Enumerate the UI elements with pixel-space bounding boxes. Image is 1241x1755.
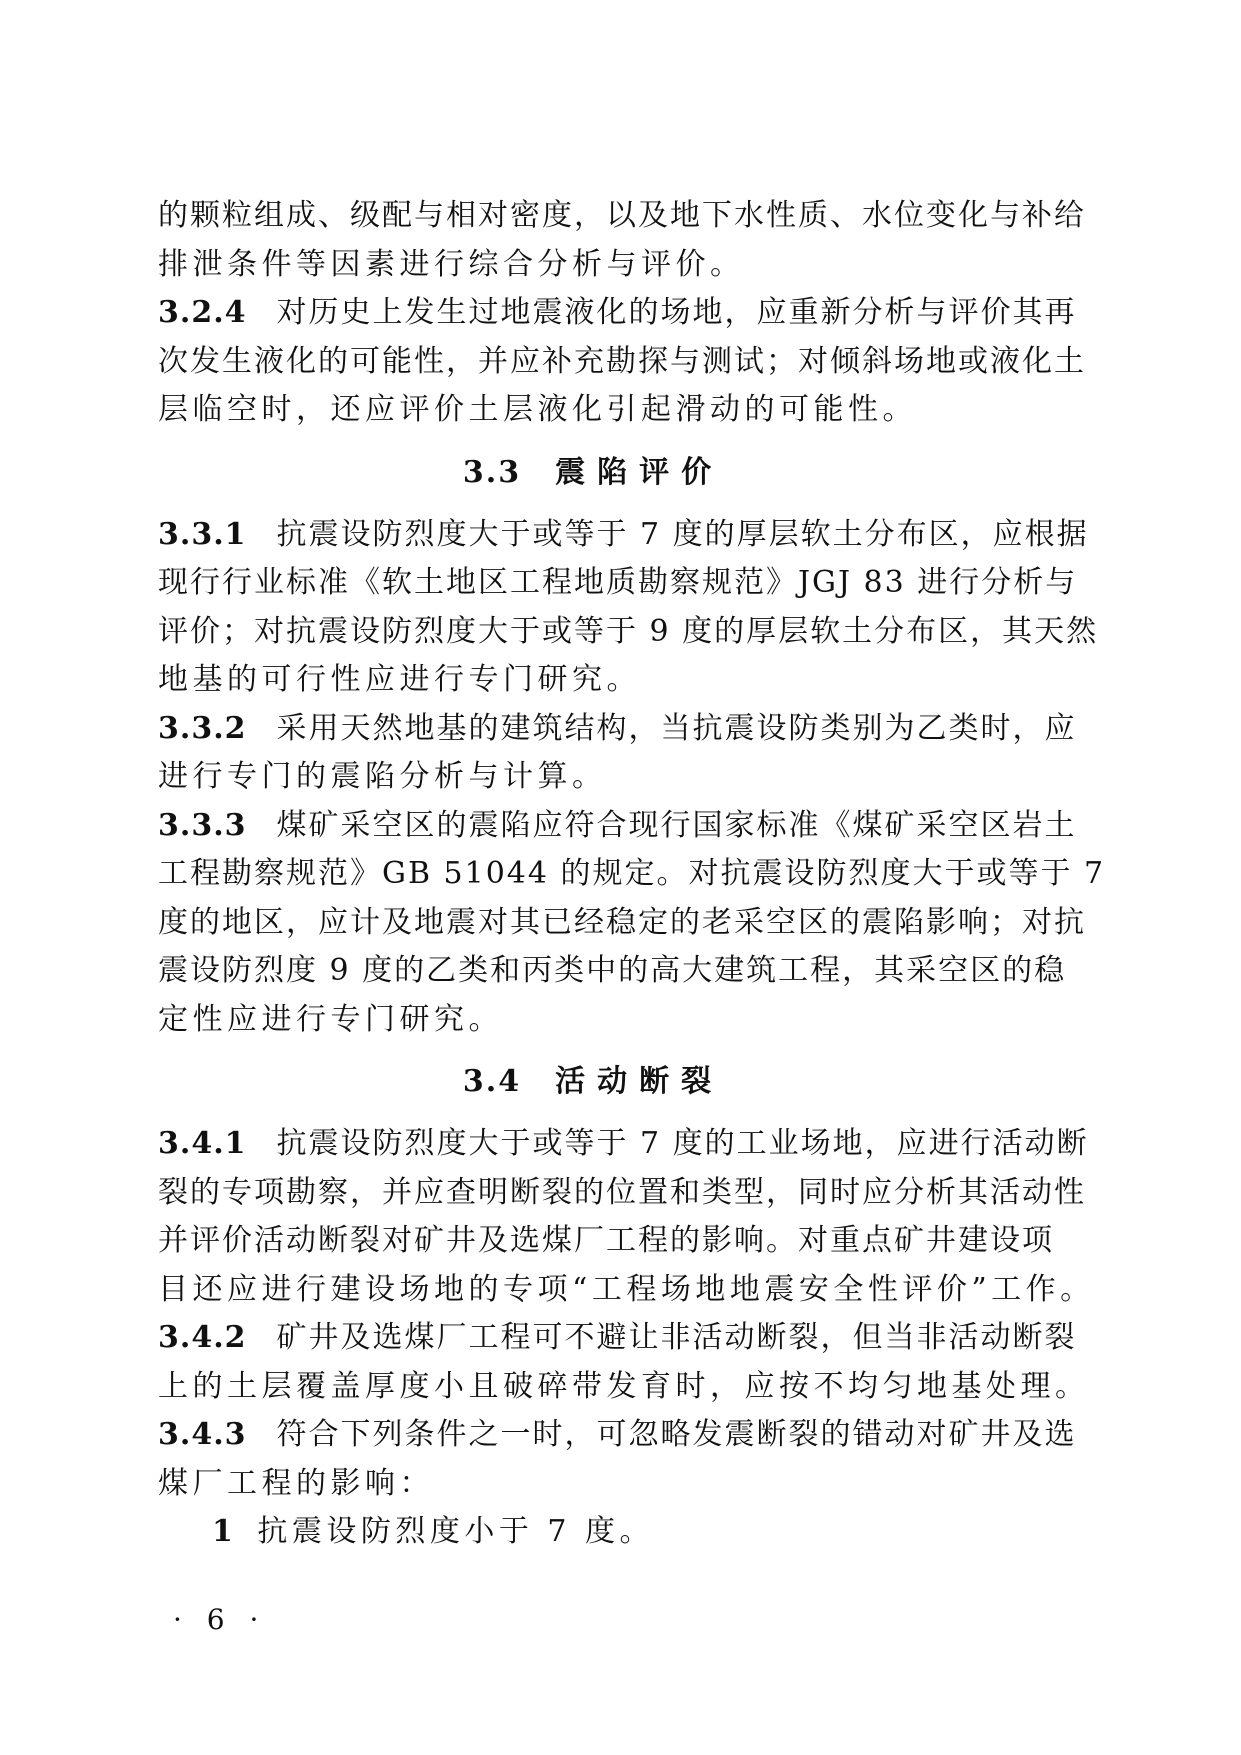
section-number: 3.3	[462, 454, 522, 490]
paragraph-line: 上的土层覆盖厚度小且破碎带发育时，应按不均匀地基处理。	[158, 1368, 1090, 1404]
clause-3-3-1	[158, 511, 1089, 560]
clause-text: 采用天然地基的建筑结构，当抗震设防类别为乙类时，应	[276, 710, 1077, 746]
list-item-number: 1	[212, 1514, 238, 1549]
clause-text: 符合下列条件之一时，可忽略发震断裂的错动对矿井及选	[276, 1417, 1077, 1452]
clause-number: 3.3.1	[158, 516, 247, 552]
clause-3-4-3	[158, 1411, 1077, 1460]
paragraph-line: 度的地区，应计及地震对其已经稳定的老采空区的震陷影响；对抗	[158, 904, 1086, 940]
paragraph-line: 工程勘察规范》GB 51044 的规定。对抗震设防烈度大于或等于 7	[158, 856, 1106, 891]
paragraph-line: 次发生液化的可能性，并应补充勘探与测试；对倾斜场地或液化土	[158, 343, 1086, 379]
list-item-text: 抗震设防烈度小于 7 度。	[257, 1514, 655, 1549]
clause-text: 对历史上发生过地震液化的场地，应重新分析与评价其再	[276, 295, 1077, 330]
clause-3-3-2	[158, 705, 1077, 754]
clause-number: 3.4.2	[158, 1320, 247, 1355]
clause-text: 煤矿采空区的震陷应符合现行国家标准《煤矿采空区岩土	[276, 807, 1077, 843]
clause-3-2-4	[158, 289, 1077, 338]
page-number: · 6 ·	[173, 1603, 267, 1636]
list-item	[158, 1508, 1028, 1557]
clause-3-4-2	[158, 1314, 1077, 1363]
section-heading-3-3	[158, 449, 1028, 497]
paragraph-line: 煤厂工程的影响：	[158, 1465, 434, 1501]
clause-text: 抗震设防烈度大于或等于 7 度的厚层软土分布区，应根据	[276, 516, 1089, 552]
paragraph-line: 进行专门的震陷分析与计算。	[158, 759, 607, 794]
paragraph-line: 震设防烈度 9 度的乙类和丙类中的高大建筑工程，其采空区的稳	[158, 953, 1067, 988]
clause-number: 3.4.1	[158, 1126, 247, 1161]
document-page	[158, 192, 1106, 1557]
clause-3-3-3	[158, 802, 1077, 851]
section-heading-3-4	[158, 1058, 1028, 1106]
paragraph-line: 现行行业标准《软土地区工程地质勘察规范》JGJ 83 进行分析与	[158, 565, 1078, 600]
clause-number: 3.3.3	[158, 807, 247, 843]
section-number: 3.4	[462, 1064, 522, 1099]
paragraph-line: 定性应进行专门研究。	[158, 1001, 503, 1037]
clause-text: 抗震设防烈度大于或等于 7 度的工业场地，应进行活动断	[276, 1126, 1089, 1161]
paragraph-line: 层临空时，还应评价土层液化引起滑动的可能性。	[158, 392, 917, 427]
paragraph-line: 排泄条件等因素进行综合分析与评价。	[158, 246, 745, 282]
clause-text: 矿井及选煤厂工程可不避让非活动断裂，但当非活动断裂	[276, 1320, 1077, 1355]
paragraph-line: 的颗粒组成、级配与相对密度，以及地下水性质、水位变化与补给	[158, 198, 1086, 233]
clause-3-4-1	[158, 1120, 1089, 1169]
clause-number: 3.3.2	[158, 710, 247, 746]
section-title: 活动断裂	[555, 1064, 724, 1099]
paragraph-line: 目还应进行建设场地的专项“工程场地地震安全性评价”工作。	[158, 1271, 1095, 1307]
paragraph-line: 裂的专项勘察，并应查明断裂的位置和类型，同时应分析其活动性	[158, 1174, 1086, 1210]
clause-number: 3.4.3	[158, 1417, 247, 1452]
paragraph-line: 并评价活动断裂对矿井及选煤厂工程的影响。对重点矿井建设项	[158, 1223, 1054, 1258]
paragraph-line: 地基的可行性应进行专门研究。	[158, 662, 641, 697]
section-title: 震陷评价	[555, 454, 724, 490]
paragraph-line: 评价；对抗震设防烈度大于或等于 9 度的厚层软土分布区，其天然	[158, 613, 1099, 649]
clause-number: 3.2.4	[158, 295, 247, 330]
